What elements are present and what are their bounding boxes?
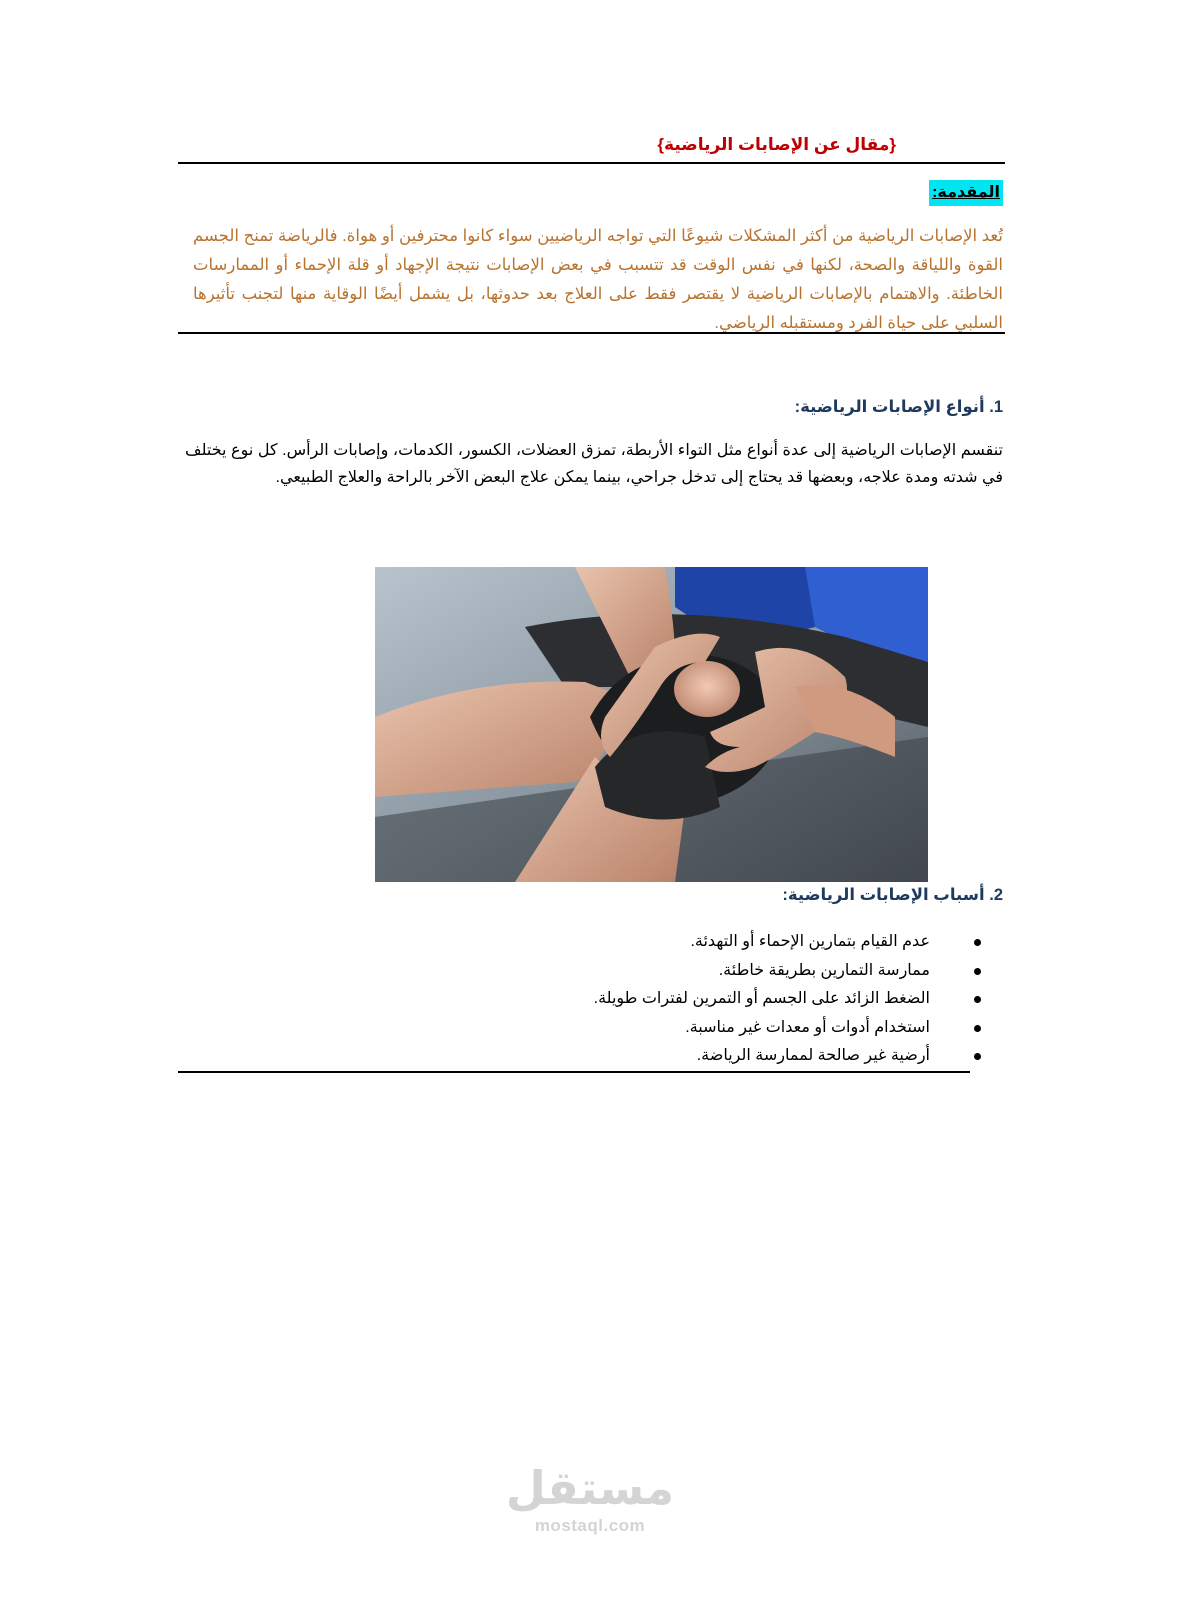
- intro-paragraph: تُعد الإصابات الرياضية من أكثر المشكلات شيوعًا التي تواجه الرياضيين سواء كانوا محترفين أو هواة. فالرياضة تمنح الجسم القوة واللياقة والصحة، لكنها في نفس الوقت قد تتسبب في بعض الإصابات نتيجة الإجهاد أو قلة الإحماء أو الممارسات الخاطئة. والاهتمام بالإصابات الرياضية لا يقتصر فقط على العلاج بعد حدوثها، بل يشمل أيضًا الوقاية منها لتجنب تأثيرها السلبي على حياة الفرد ومستقبله الرياضي.: [193, 227, 1003, 332]
- section2-heading: 2. أسباب الإصابات الرياضية:: [782, 886, 1003, 904]
- list-item: أرضية غير صالحة لممارسة الرياضة.: [594, 1042, 953, 1071]
- causes-list: [594, 928, 953, 1071]
- list-item: عدم القيام بتمارين الإحماء أو التهدئة.: [594, 928, 953, 957]
- watermark-latin: mostaql.com: [534, 1516, 646, 1535]
- watermark-arabic: مستقل: [505, 1461, 675, 1515]
- intro-divider: [178, 332, 1005, 334]
- bullet-icon: [974, 996, 981, 1003]
- title-divider: [178, 162, 1005, 164]
- list-item: الضغط الزائد على الجسم أو التمرين لفترات طويلة.: [594, 985, 953, 1014]
- section1-paragraph: تنقسم الإصابات الرياضية إلى عدة أنواع مثل التواء الأربطة، تمزق العضلات، الكسور، الكدمات، وإصابات الرأس. كل نوع يختلف في شدته ومدة علاجه، وبعضها قد يحتاج إلى تدخل جراحي، بينما يمكن علاج البعض الآخر بالراحة والعلاج الطبيعي.: [185, 442, 1004, 486]
- bullet-icon: [974, 939, 981, 946]
- intro-heading: المقدمة:: [929, 180, 1003, 206]
- knee-brace-image: [375, 567, 928, 882]
- list-item: استخدام أدوات أو معدات غير مناسبة.: [594, 1014, 953, 1043]
- list-divider: [178, 1071, 970, 1073]
- bullet-icon: [974, 1053, 981, 1060]
- document-title: {مقال عن الإصابات الرياضية}: [657, 135, 896, 154]
- mostaql-watermark: [490, 1460, 690, 1536]
- bullet-icon: [974, 968, 981, 975]
- section1-heading: 1. أنواع الإصابات الرياضية:: [794, 398, 1003, 416]
- bullet-icon: [974, 1025, 981, 1032]
- knee-injury-photo: [375, 567, 928, 882]
- list-item: ممارسة التمارين بطريقة خاطئة.: [594, 957, 953, 986]
